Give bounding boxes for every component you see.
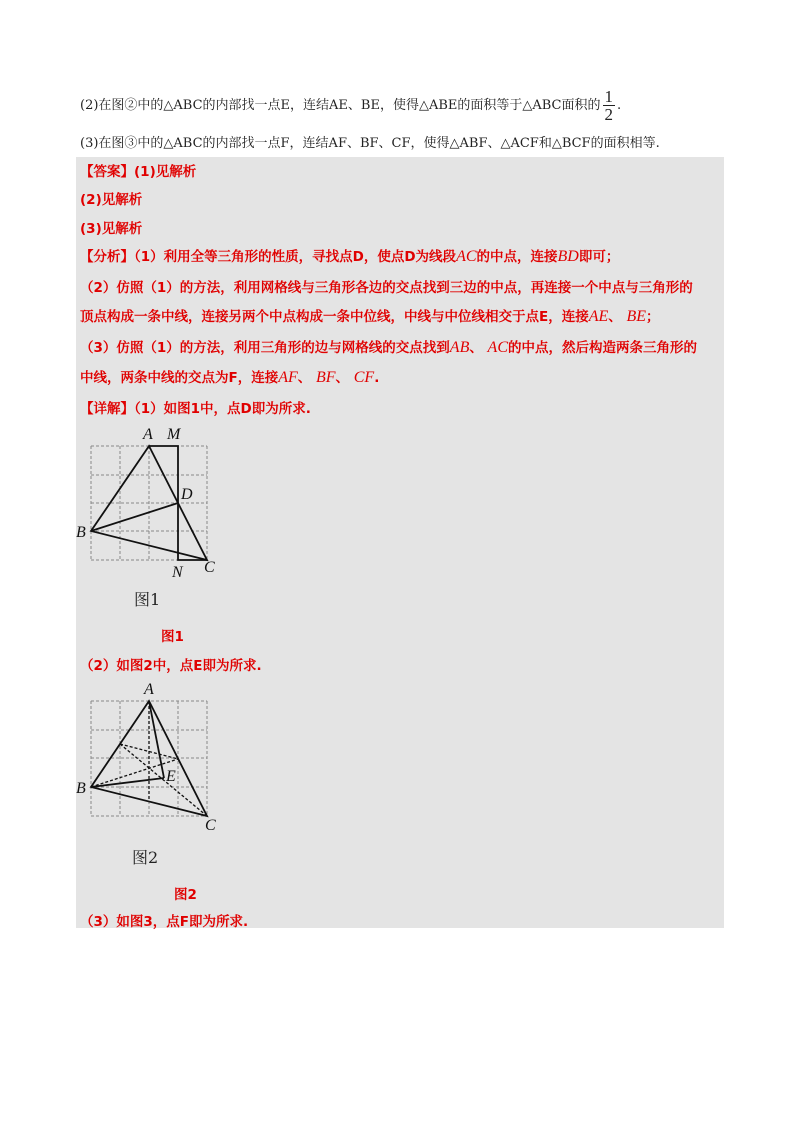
fraction-denominator: 2 — [604, 105, 614, 124]
separator: 、 — [608, 309, 622, 325]
analysis-line-1 — [80, 245, 619, 266]
answer-line-3: (3)见解析 — [80, 221, 143, 237]
label-c: C — [205, 817, 216, 834]
analysis-text: （3）仿照（1）的方法，利用三角形的边与网格线的交点找到 — [80, 340, 450, 356]
figure-2-label: 图2 — [174, 887, 197, 903]
analysis-line-3 — [80, 305, 660, 326]
answer-line-1: 【答案】(1)见解析 — [80, 164, 197, 180]
figure-2-diagram — [74, 678, 234, 838]
math-ae: AE — [588, 308, 609, 325]
analysis-text: 顶点构成一条中线，连接另两个中点构成一条中位线，中线与中位线相交于点E，连接 — [80, 309, 589, 325]
analysis-text: . — [374, 370, 380, 386]
analysis-text: 的中点，连接 — [476, 249, 558, 265]
math-bd: BD — [557, 248, 579, 265]
separator: 、 — [469, 340, 483, 356]
detail-line-2: （2）如图2中，点E即为所求. — [80, 658, 262, 674]
question-2-end: . — [617, 98, 622, 113]
separator: 、 — [297, 370, 312, 386]
math-bf: BF — [315, 369, 336, 386]
question-3: (3)在图③中的△ABC的内部找一点F，连结AF、BF、CF，使得△ABF、△ACF和△BCF的面积相等. — [80, 136, 660, 151]
math-ac: AC — [456, 248, 477, 265]
analysis-text: ； — [646, 309, 660, 325]
label-c: C — [204, 559, 215, 576]
math-ac: AC — [487, 339, 508, 356]
label-n: N — [172, 564, 183, 581]
math-be: BE — [626, 308, 647, 325]
math-af: AF — [278, 369, 298, 386]
label-d: D — [181, 486, 193, 503]
label-a: A — [143, 426, 153, 443]
label-a: A — [144, 681, 154, 698]
analysis-line-5 — [80, 366, 379, 387]
figure-2-caption: 图2 — [132, 848, 159, 867]
answer-line-2: (2)见解析 — [80, 192, 143, 208]
figure-1-label: 图1 — [161, 629, 184, 645]
figure-1-diagram — [74, 422, 234, 584]
detail-line-3: （3）如图3，点F即为所求. — [80, 914, 249, 930]
label-b: B — [76, 780, 86, 797]
analysis-line-4 — [80, 336, 697, 357]
math-ab: AB — [449, 339, 470, 356]
fraction-one-half — [603, 88, 616, 123]
fraction-numerator: 1 — [604, 87, 614, 106]
separator: 、 — [335, 370, 350, 386]
grid-lines — [91, 446, 207, 560]
analysis-line-2: （2）仿照（1）的方法，利用网格线与三角形各边的交点找到三边的中点，再连接一个中点与三角形的 — [80, 280, 693, 296]
figure-1-caption: 图1 — [134, 590, 161, 609]
math-cf: CF — [353, 369, 375, 386]
detail-line-1: 【详解】（1）如图1中，点D即为所求. — [80, 401, 311, 417]
label-e: E — [166, 768, 176, 785]
analysis-text: 【分析】（1）利用全等三角形的性质，寻找点D，使点D为线段 — [80, 249, 457, 265]
question-2-text: (2)在图②中的△ABC的内部找一点E，连结AE、BE，使得△ABE的面积等于△ABC面积的 — [80, 98, 601, 113]
label-b: B — [76, 524, 86, 541]
label-m: M — [167, 426, 181, 443]
analysis-text: 的中点，然后构造两条三角形的 — [508, 340, 697, 356]
question-2 — [80, 88, 621, 123]
analysis-text: 即可； — [578, 249, 620, 265]
analysis-text: 中线，两条中线的交点为F，连接 — [80, 370, 279, 386]
